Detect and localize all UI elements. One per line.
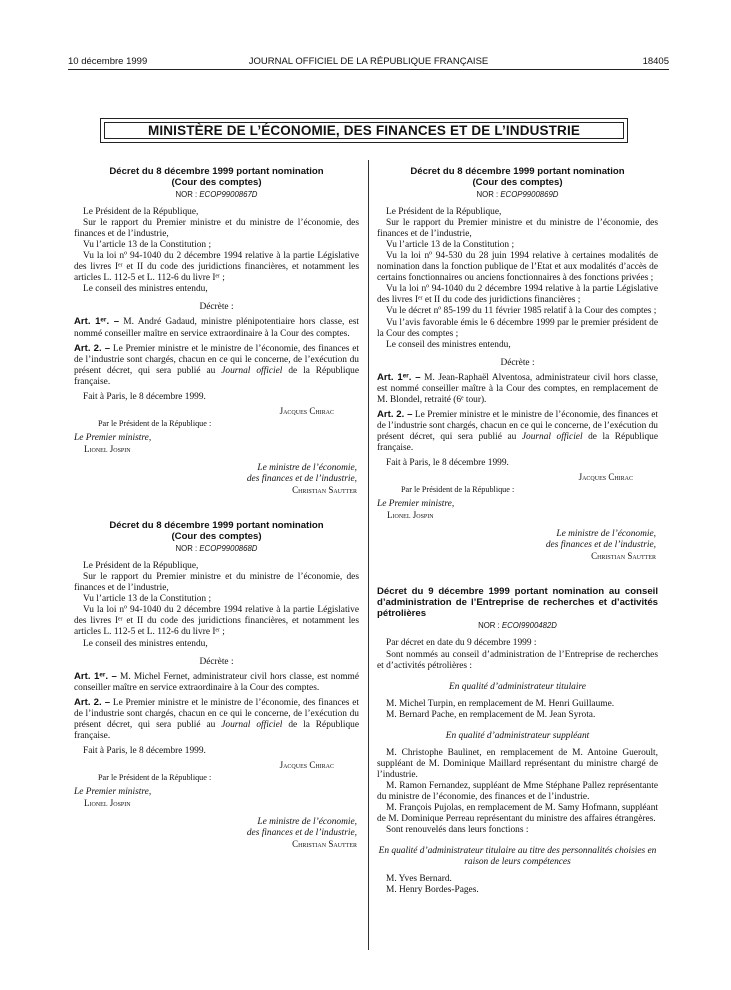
paragraph: Le conseil des ministres entendu,: [83, 638, 208, 649]
paragraph: Sur le rapport du Premier ministre et du ministre de l’économie, des finances et de l’industrie,: [74, 218, 359, 240]
paragraph: Vu la loi nº 94-1040 du 2 décembre 1994 relative à la partie Législative des livres Iᵉʳ et II du code des juridictions financières, et notamment les articles L. 112-5 et L. 112-6 du livre Iᵉʳ ;: [74, 251, 359, 284]
article-label: Art. 1ᵉʳ. –: [74, 670, 117, 682]
article-2: [377, 409, 658, 454]
minister-name: Christian Sautter: [292, 839, 357, 850]
paragraph: Vu la loi nº 94-1040 du 2 décembre 1994 relative à la partie Législative des livres Iᵉʳ et II du code des juridictions financières, et notamment les articles L. 112-5 et L. 112-6 du livre Iᵉʳ ;: [74, 605, 359, 638]
left-column: [74, 166, 359, 850]
page-header: [68, 56, 669, 68]
article-text: de la République française.: [74, 719, 360, 741]
appointee-entry: M. Michel Turpin, en remplacement de M. Henri Guillaume.: [386, 698, 615, 709]
decree-2: [74, 520, 359, 850]
article-label: Art. 2. –: [74, 342, 111, 354]
decree-4: [377, 586, 658, 896]
decree-3: [377, 166, 658, 562]
article-2: [74, 343, 359, 388]
prime-minister-name: Lionel Jospin: [387, 510, 434, 521]
decree-title-line: (Cour des comptes): [472, 177, 563, 188]
paragraph: Vu la loi nº 94-1040 du 2 décembre 1994 relative à la partie Législative des livres Iᵉʳ et II du code des juridictions financières ;: [377, 284, 658, 306]
article-text: M. André Gadaud, ministre plénipotentiaire hors classe, est nommé conseiller maître en service extraordinaire à la Cour des comptes.: [74, 317, 360, 339]
header-page-number: 18405: [642, 56, 669, 67]
section-heading: En qualité d’administrateur suppléant: [445, 730, 590, 741]
article-1: [74, 671, 359, 694]
paragraph: Sur le rapport du Premier ministre et du ministre de l’économie, des finances et de l’industrie,: [377, 218, 658, 240]
paragraph: Le Président de la République,: [386, 207, 502, 218]
header-rule: [68, 69, 669, 70]
decree-title: Décret du 9 décembre 1999 portant nomination au conseil d’administration de l’Entreprise de recherches et d’activités pétrolières: [377, 586, 658, 620]
nor-code: ECOP9900867D: [199, 190, 258, 199]
journal-officiel-ref: Journal officiel: [521, 431, 583, 442]
nor-label: NOR :: [175, 544, 200, 554]
nor-reference: [377, 189, 658, 200]
paragraph: Vu l’avis favorable émis le 6 décembre 1999 par le premier président de la Cour des comptes ;: [377, 317, 658, 339]
nor-label: NOR :: [476, 190, 501, 199]
nor-reference: [74, 543, 359, 554]
appointee-entry: M. Yves Bernard.: [386, 874, 452, 885]
fait-a-paris: Fait à Paris, le 8 décembre 1999.: [386, 458, 509, 469]
paragraph: Sont renouvelés dans leurs fonctions :: [386, 825, 529, 836]
nor-label: NOR :: [478, 621, 502, 631]
ministry-banner: [100, 118, 628, 143]
article-text: Le Premier ministre et le ministre de l’économie, des finances et de l’industrie sont chargés, chacun en ce qui le concerne, de l’exécution du présent décret, qui sera publié au: [74, 697, 359, 730]
decree-title: [377, 166, 658, 188]
nor-label: NOR :: [175, 190, 200, 199]
appointee-entry: M. Henry Bordes-Pages.: [386, 885, 479, 896]
minister-title: [377, 540, 658, 551]
nor-reference: [377, 620, 658, 631]
nor-reference: [74, 189, 359, 200]
minister-title: [377, 529, 658, 540]
paragraph: Le conseil des ministres entendu,: [386, 339, 511, 350]
minister-title: [74, 817, 359, 828]
article-text: M. Michel Fernet, administrateur civil hors classe, est nommé conseiller maître en service extraordinaire à la Cour des comptes.: [74, 671, 359, 693]
decree-1: [74, 166, 359, 496]
article-2: [74, 697, 359, 742]
decrete-heading: Décrète :: [199, 656, 234, 667]
decree-title-line: Décret du 8 décembre 1999 portant nomination: [109, 520, 324, 532]
signature-president: Jacques Chirac: [279, 759, 334, 770]
decree-title-line: Décret du 8 décembre 1999 portant nomination: [410, 166, 625, 177]
appointee-entry: M. Bernard Pache, en remplacement de M. Jean Syrota.: [386, 709, 596, 720]
minister-title: [74, 828, 359, 839]
paragraph: Vu l’article 13 de la Constitution ;: [386, 240, 515, 251]
journal-officiel-ref: Journal officiel: [221, 365, 283, 376]
paragraph: Vu le décret nº 85-199 du 11 février 1985 relatif à la Cour des comptes ;: [386, 306, 657, 317]
section-heading: En qualité d’administrateur titulaire: [449, 681, 586, 692]
minister-title: [74, 463, 359, 474]
decrete-heading: Décrète :: [500, 357, 535, 368]
paragraph: Vu la loi nº 94-530 du 28 juin 1994 relative à certaines modalités de nomination dans la fonction publique de l’Etat et aux modalités d’accès de certains fonctionnaires ou anciens fonctionnaires à des fonctions privées ;: [377, 251, 658, 284]
journal-officiel-ref: Journal officiel: [221, 719, 283, 730]
nor-code: ECOP9900869D: [500, 190, 559, 199]
article-label: Art. 1ᵉʳ. –: [377, 371, 421, 383]
minister-title-line: des finances et de l’industrie,: [246, 474, 357, 485]
decree-title-line: Décret du 8 décembre 1999 portant nomination: [109, 166, 324, 177]
ministry-title: MINISTÈRE DE L’ÉCONOMIE, DES FINANCES ET DE L’INDUSTRIE: [104, 122, 624, 139]
signature-president: Jacques Chirac: [578, 472, 633, 483]
paragraph: Par décret en date du 9 décembre 1999 :: [386, 638, 537, 649]
prime-minister-name: Lionel Jospin: [84, 798, 131, 809]
decree-title-line: (Cour des comptes): [171, 177, 262, 188]
section-heading: En qualité d’administrateur titulaire au titre des personnalités choisies en raison de leurs compétences: [378, 846, 657, 868]
prime-minister-title: Le Premier ministre,: [74, 787, 152, 798]
paragraph: Vu l’article 13 de la Constitution ;: [83, 240, 212, 251]
decree-title: [74, 166, 359, 188]
article-text: M. Jean-Raphaël Alventosa, administrateur civil hors classe, est nommé conseiller maître à la Cour des comptes, en remplacement de M. Blondel, retraité (6ᵉ tour).: [377, 372, 658, 405]
par-le-president: Par le Président de la République :: [401, 485, 515, 495]
article-1: [377, 372, 658, 406]
right-column: [377, 166, 658, 896]
paragraph: Sont nommés au conseil d’administration de l’Entreprise de recherches et d’activités pétrolières :: [377, 649, 658, 671]
header-date: 10 décembre 1999: [68, 56, 148, 67]
prime-minister-title: Le Premier ministre,: [377, 499, 455, 510]
article-text: de la République française.: [377, 431, 658, 453]
decree-title-line: (Cour des comptes): [171, 531, 262, 543]
paragraph: Sur le rapport du Premier ministre et du ministre de l’économie, des finances et de l’industrie,: [74, 572, 359, 594]
paragraph: Le conseil des ministres entendu,: [83, 284, 208, 295]
fait-a-paris: Fait à Paris, le 8 décembre 1999.: [83, 745, 206, 756]
header-journal-title: JOURNAL OFFICIEL DE LA RÉPUBLIQUE FRANÇAISE: [248, 56, 489, 67]
prime-minister-title: Le Premier ministre,: [74, 432, 152, 443]
minister-title-line: des finances et de l’industrie,: [246, 828, 357, 839]
minister-title-line: Le ministre de l’économie,: [556, 529, 656, 540]
appointee-entry: M. François Pujolas, en remplacement de M. Samy Hofmann, suppléant de M. Dominique Perreau représentant du ministre des affaires étrangères.: [377, 803, 658, 825]
paragraph: Le Président de la République,: [83, 207, 199, 218]
nor-code: ECOP9900868D: [199, 544, 258, 554]
minister-title-line: Le ministre de l’économie,: [257, 462, 357, 473]
minister-title-line: des finances et de l’industrie,: [545, 540, 656, 551]
appointee-entry: M. Christophe Baulinet, en remplacement de M. Antoine Gueroult, suppléant de M. Dominique Maillard représentant du ministre chargé de l’industrie.: [377, 747, 658, 780]
nor-code: ECOI9900482D: [501, 621, 557, 631]
minister-title-line: Le ministre de l’économie,: [257, 817, 357, 828]
signature-president: Jacques Chirac: [279, 405, 334, 416]
minister-name: Christian Sautter: [292, 485, 357, 496]
minister-name: Christian Sautter: [591, 551, 656, 562]
par-le-president: Par le Président de la République :: [98, 772, 212, 782]
par-le-president: Par le Président de la République :: [98, 418, 212, 428]
paragraph: Vu l’article 13 de la Constitution ;: [83, 594, 212, 605]
decree-title: [74, 520, 359, 542]
article-text: de la République française.: [74, 365, 360, 387]
article-label: Art. 2. –: [74, 696, 111, 708]
appointee-entry: M. Ramon Fernandez, suppléant de Mme Stéphane Pallez représentante du ministre de l’économie, des finances et de l’industrie.: [377, 780, 658, 802]
column-divider: [368, 160, 369, 950]
paragraph: Le Président de la République,: [83, 561, 199, 572]
decrete-heading: Décrète :: [199, 302, 234, 313]
prime-minister-name: Lionel Jospin: [84, 443, 131, 454]
article-text: Le Premier ministre et le ministre de l’économie, des finances et de l’industrie sont chargés, chacun en ce qui le concerne, de l’exécution du présent décret, qui sera publié au: [377, 409, 658, 442]
article-text: Le Premier ministre et le ministre de l’économie, des finances et de l’industrie sont chargés, chacun en ce qui le concerne, de l’exécution du présent décret, qui sera publié au: [74, 343, 359, 376]
minister-title: [74, 474, 359, 485]
article-label: Art. 1ᵉʳ. –: [74, 316, 120, 328]
fait-a-paris: Fait à Paris, le 8 décembre 1999.: [83, 391, 206, 402]
article-label: Art. 2. –: [377, 408, 413, 420]
article-1: [74, 316, 359, 339]
